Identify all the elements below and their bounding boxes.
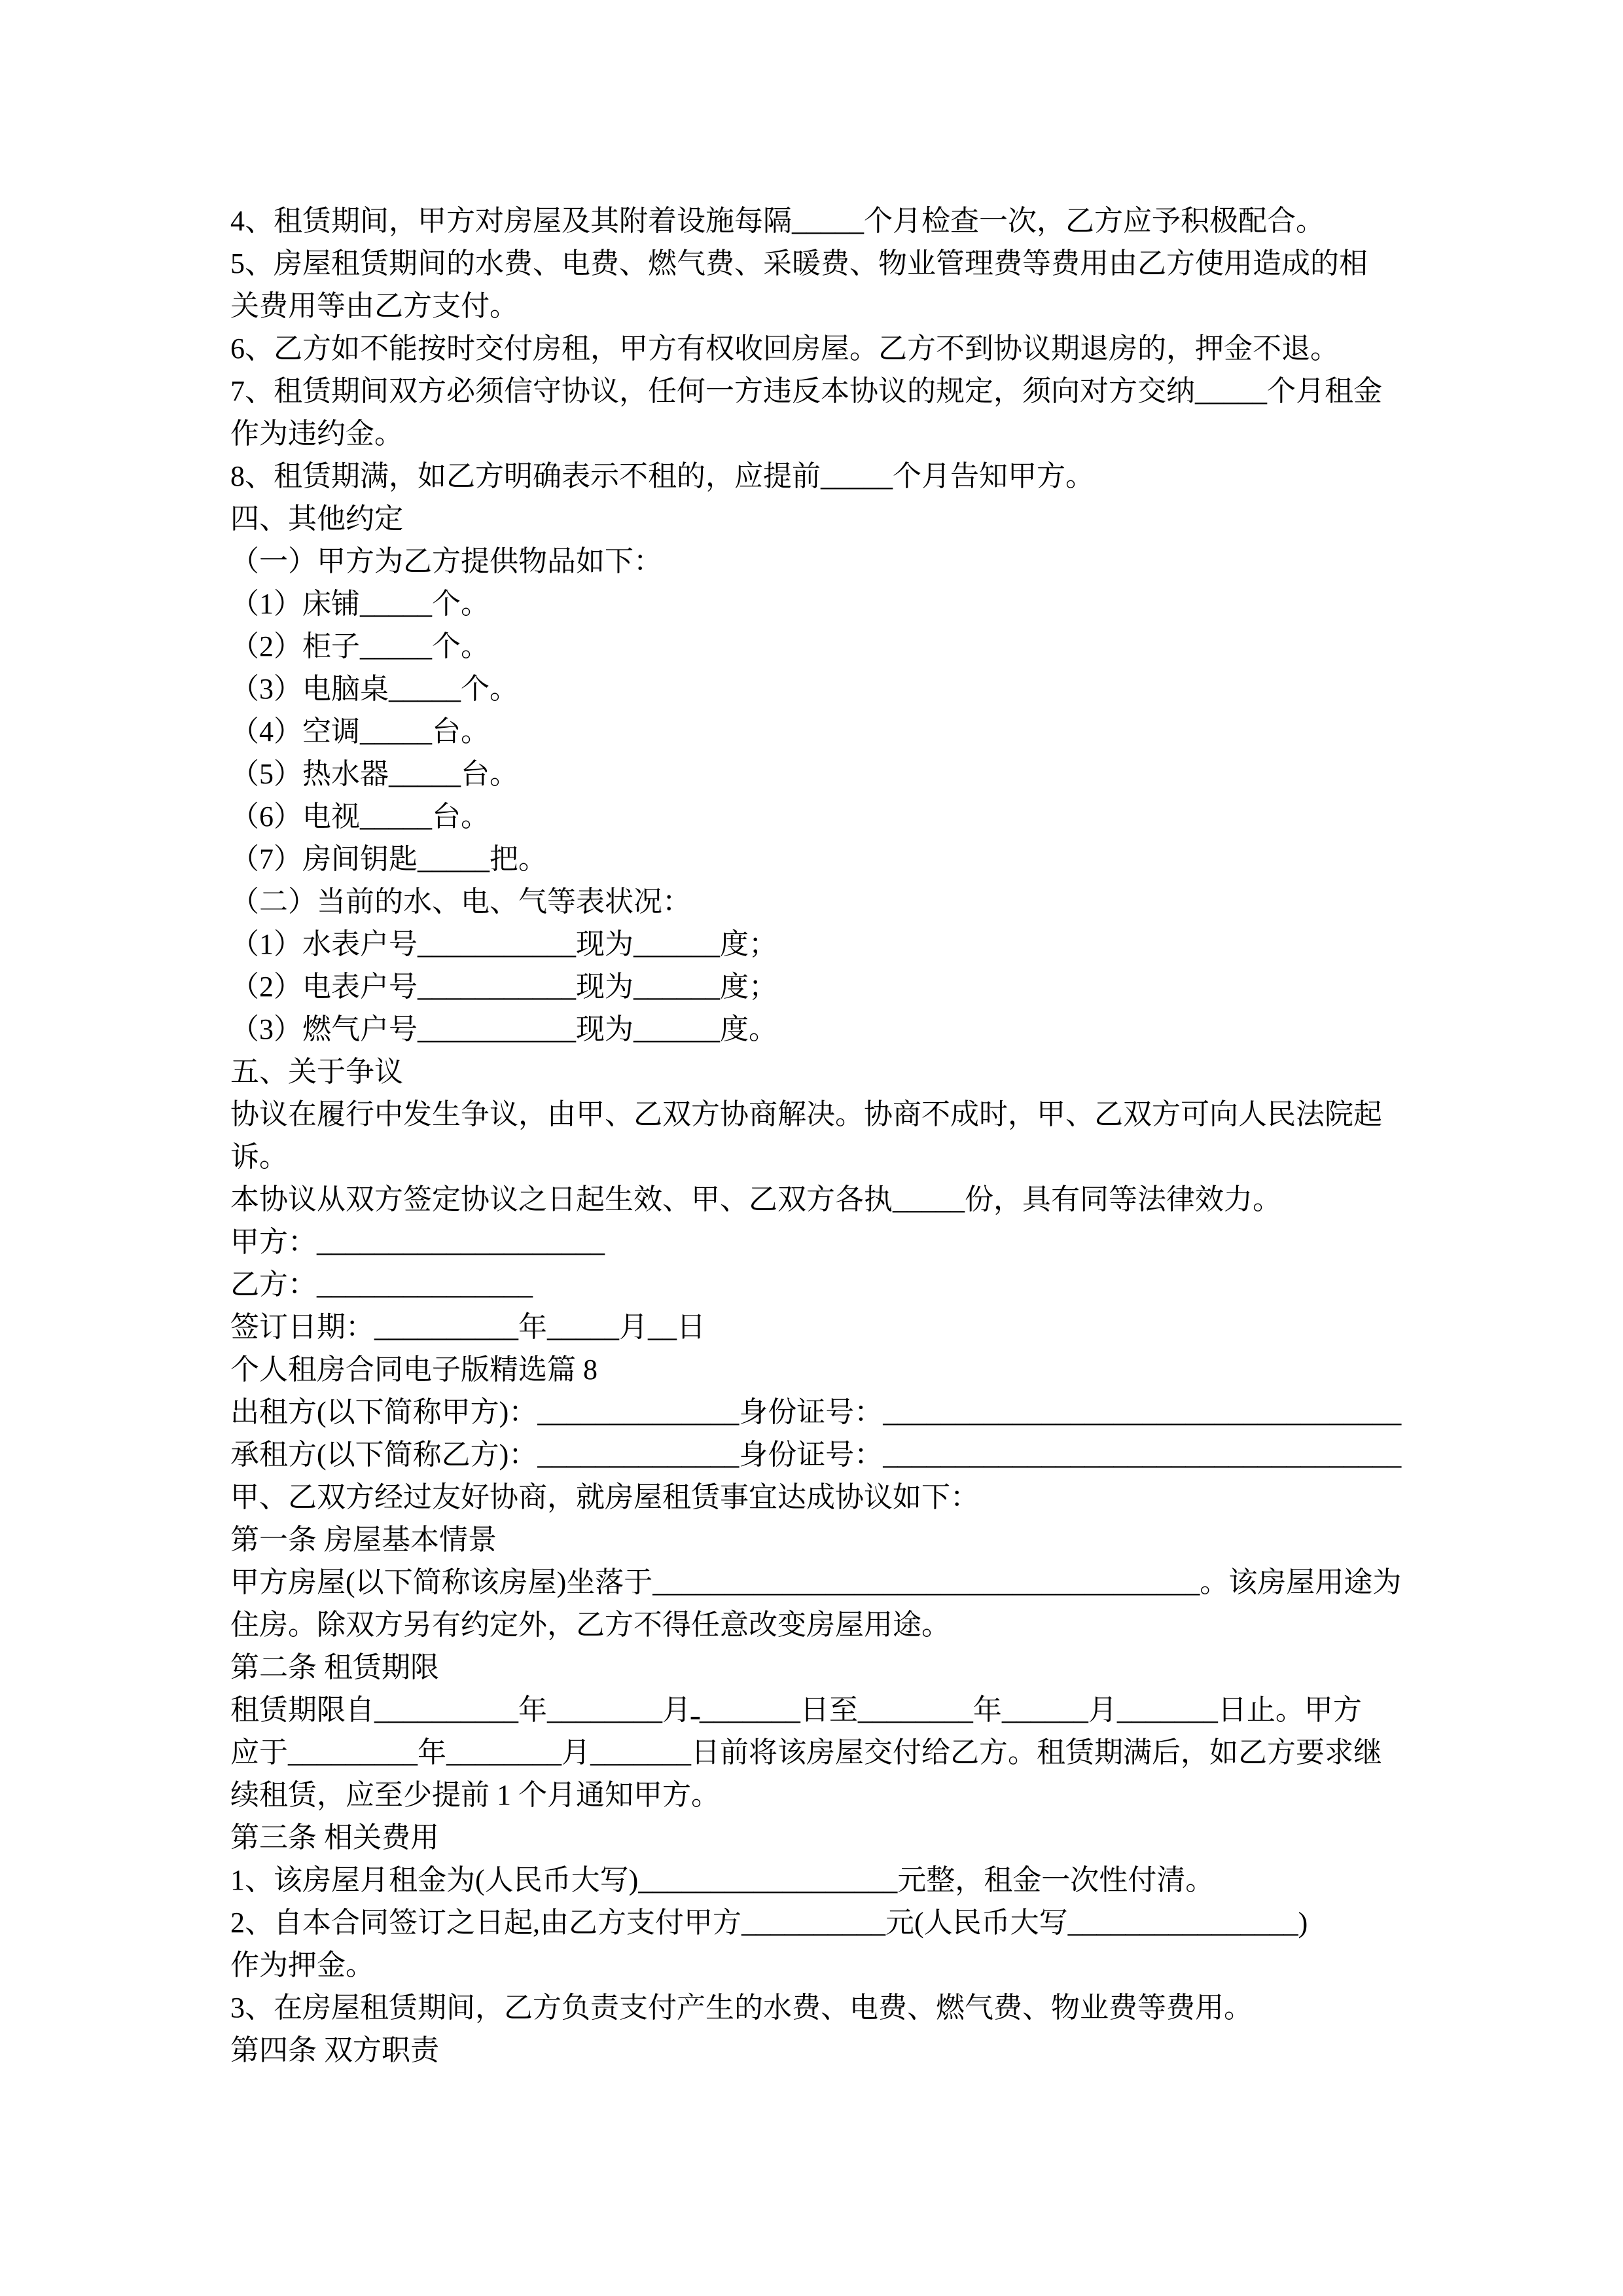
text-line: 7、租赁期间双方必须信守协议，任何一方违反本协议的规定，须向对方交纳_____个月租金 — [230, 375, 1382, 407]
text-line: 诉。 — [230, 1141, 288, 1173]
text-line: 甲方房屋(以下简称该房屋)坐落于______________________________________。该房屋用途为 — [230, 1566, 1402, 1598]
text-line: （二）当前的水、电、气等表状况： — [230, 886, 691, 918]
text-line: 2、自本合同签订之日起,由乙方支付甲方__________元(人民币大写________________) — [230, 1907, 1308, 1939]
text-line: 第三条 相关费用 — [230, 1821, 439, 1854]
text-line: （3）燃气户号___________现为______度。 — [230, 1013, 777, 1045]
text-line: （1）床铺_____个。 — [230, 588, 490, 620]
text-line: （一）甲方为乙方提供物品如下： — [230, 545, 662, 577]
text-line: （2）柜子_____个。 — [230, 630, 490, 662]
text-line: 第四条 双方职责 — [230, 2034, 439, 2066]
text-line: （4）空调_____台。 — [230, 715, 490, 747]
text-line: 出租方(以下简称甲方)：______________身份证号：____________________________________ — [230, 1396, 1402, 1428]
text-line: 续租赁，应至少提前 1 个月通知甲方。 — [230, 1779, 720, 1811]
text-line: （7）房间钥匙_____把。 — [230, 843, 547, 875]
text-line: 第一条 房屋基本情景 — [230, 1524, 497, 1556]
text-line: 本协议从双方签定协议之日起生效、甲、乙双方各执_____份，具有同等法律效力。 — [230, 1183, 1281, 1215]
text-line: 个人租房合同电子版精选篇 8 — [230, 1354, 597, 1386]
text-line: 应于_________年________月_______日前将该房屋交付给乙方。租赁期满后，如乙方要求继 — [230, 1736, 1382, 1768]
text-line: 四、其他约定 — [230, 503, 403, 535]
text-line: 3、在房屋租赁期间，乙方负责支付产生的水费、电费、燃气费、物业费等费用。 — [230, 1992, 1253, 2024]
text-line: 租赁期限自__________年________月ـ_______日至________年______月_______日止。甲方 — [230, 1694, 1362, 1726]
text-line: 作为违约金。 — [230, 418, 403, 450]
text-line: 甲、乙双方经过友好协商，就房屋租赁事宜达成协议如下： — [230, 1481, 979, 1513]
text-line: 6、乙方如不能按时交付房租，甲方有权收回房屋。乙方不到协议期退房的，押金不退。 — [230, 332, 1339, 365]
text-line: （2）电表户号___________现为______度； — [230, 971, 777, 1003]
text-line: 5、房屋租赁期间的水费、电费、燃气费、采暖费、物业管理费等费用由乙方使用造成的相 — [230, 247, 1368, 279]
text-line: 作为押金。 — [230, 1949, 374, 1981]
text-line: （5）热水器_____台。 — [230, 758, 518, 790]
text-line: 乙方：_______________ — [230, 1268, 533, 1300]
text-line: 关费用等由乙方支付。 — [230, 290, 518, 322]
text-line: 承租方(以下简称乙方)：______________身份证号：____________________________________ — [230, 1439, 1402, 1471]
text-line: （6）电视_____台。 — [230, 800, 490, 833]
text-line: 4、租赁期间，甲方对房屋及其附着设施每隔_____个月检查一次，乙方应予积极配合。 — [230, 205, 1325, 237]
text-line: 甲方：____________________ — [230, 1226, 605, 1258]
text-line: 第二条 租赁期限 — [230, 1651, 439, 1683]
text-line: （1）水表户号___________现为______度； — [230, 928, 777, 960]
document-body — [230, 200, 1408, 2072]
text-line: 协议在履行中发生争议，由甲、乙双方协商解决。协商不成时，甲、乙双方可向人民法院起 — [230, 1098, 1382, 1130]
text-line: 住房。除双方另有约定外，乙方不得任意改变房屋用途。 — [230, 1609, 950, 1641]
text-line: 五、关于争议 — [230, 1056, 403, 1088]
text-line: 签订日期：__________年_____月__日 — [230, 1311, 705, 1343]
text-line: 1、该房屋月租金为(人民币大写)__________________元整，租金一次性付清。 — [230, 1864, 1215, 1896]
text-line: 8、租赁期满，如乙方明确表示不租的，应提前_____个月告知甲方。 — [230, 460, 1094, 492]
text-line: （3）电脑桌_____个。 — [230, 673, 518, 705]
